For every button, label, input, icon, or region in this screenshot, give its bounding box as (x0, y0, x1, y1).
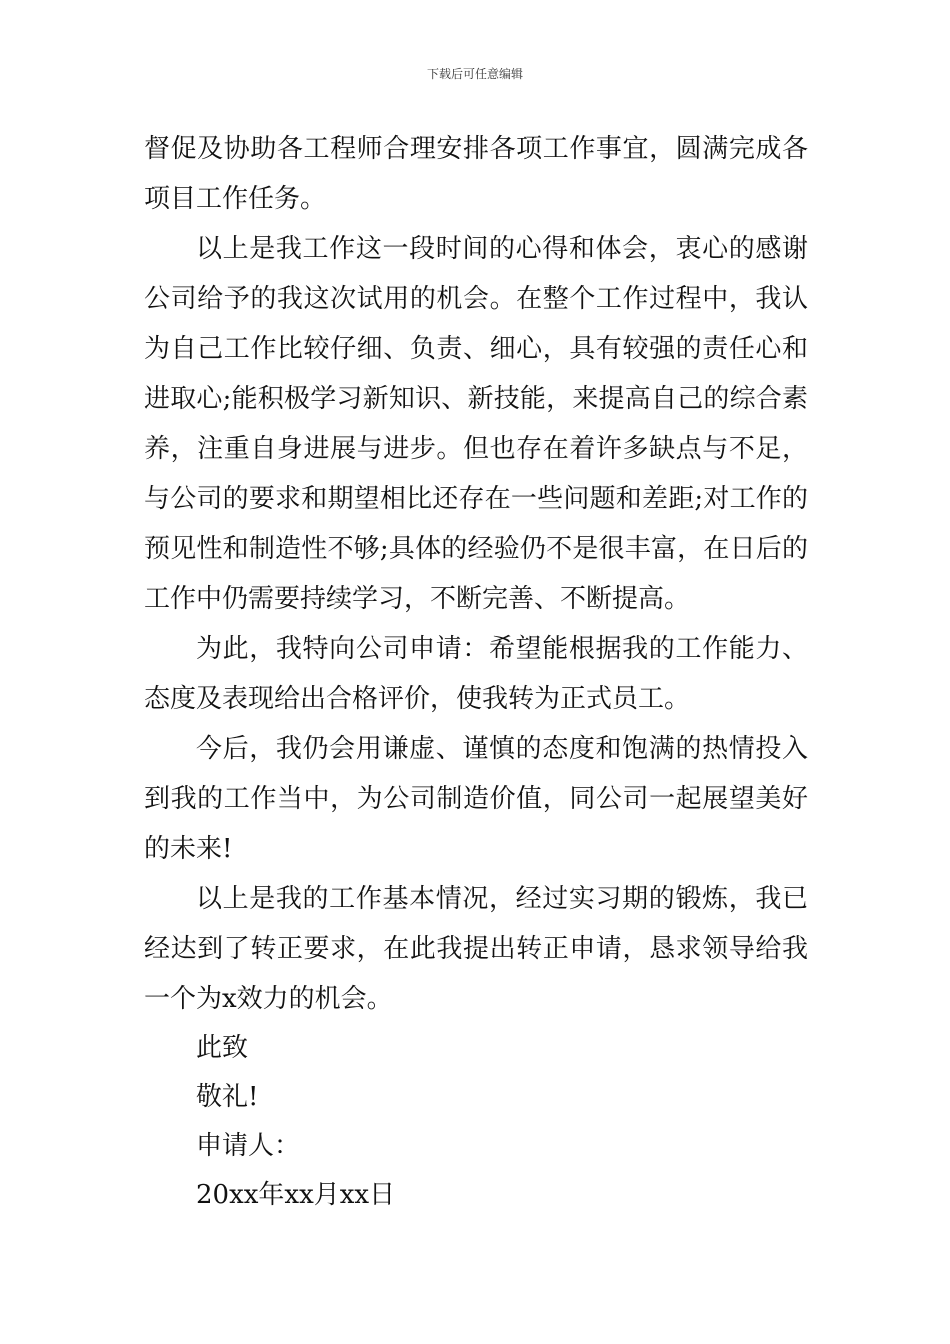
closing-regards: 敬礼! (196, 1082, 259, 1112)
paragraph-continuation: 督促及协助各工程师合理安排各项工作事宜，圆满完成各项目工作任务。 (144, 134, 808, 214)
page-header: 下载后可任意编辑 (426, 67, 523, 81)
letter-date: 20xx年xx月xx日 (196, 1180, 396, 1210)
paragraph-request: 为此，我特向公司申请：希望能根据我的工作能力、态度及表现给出合格评价，使我转为正式员工。 (144, 634, 808, 714)
letter-body (144, 124, 808, 1220)
closing-salutation: 此致 (196, 1033, 249, 1063)
paragraph-reflection: 以上是我工作这一段时间的心得和体会，衷心的感谢公司给予的我这次试用的机会。在整个工作过程中，我认为自己工作比较仔细、负责、细心，具有较强的责任心和进取心;能积极学习新知识、新技能，来提高自己的综合素养，注重自身进展与进步。但也存在着许多缺点与不足，与公司的要求和期望相比还存在一些问题和差距;对工作的预见性和制造性不够;具体的经验仍不是很丰富，在日后的工作中仍需要持续学习，不断完善、不断提高。 (144, 234, 808, 614)
paragraph-summary: 以上是我的工作基本情况，经过实习期的锻炼，我已经达到了转正要求，在此我提出转正申请，恳求领导给我一个为x效力的机会。 (144, 884, 808, 1014)
applicant-label: 申请人： (196, 1131, 301, 1161)
paragraph-future: 今后，我仍会用谦虚、谨慎的态度和饱满的热情投入到我的工作当中，为公司制造价值，同公司一起展望美好的未来! (144, 734, 808, 864)
